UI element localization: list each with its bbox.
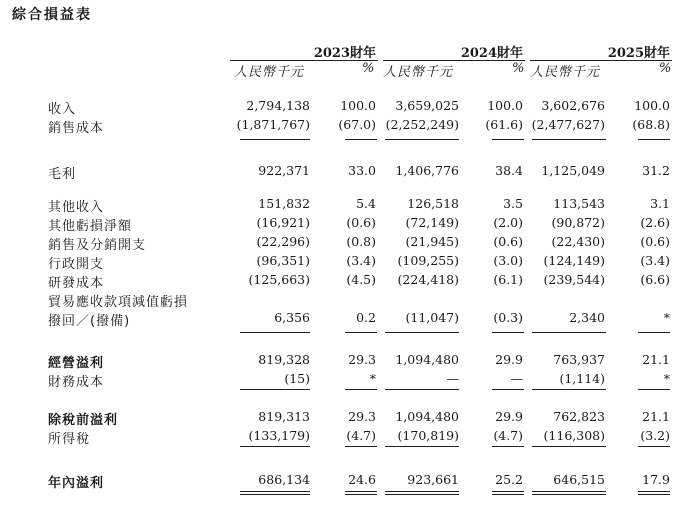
table-cell: (239,544) [543, 272, 605, 287]
table-cell: 38.4 [495, 163, 523, 178]
rule-finance-1 [240, 389, 310, 390]
table-cell: 100.0 [487, 98, 523, 113]
row-label: 行政開支 [48, 257, 105, 272]
table-cell: (3.4) [640, 253, 670, 268]
table-cell: — [510, 371, 523, 386]
table-cell: (109,255) [397, 253, 459, 268]
table-cell: 2,340 [569, 310, 605, 325]
unit-label-2025: 人民幣千元 [530, 65, 601, 80]
rule-finance-2 [345, 389, 377, 390]
table-cell: 25.2 [495, 472, 523, 487]
pct-label-2024: % [512, 61, 526, 76]
unit-label-2023: 人民幣千元 [234, 65, 305, 80]
rule-net-5a [532, 491, 606, 492]
table-cell: (1,114) [559, 371, 605, 386]
table-row [0, 472, 700, 490]
row-label: 其他收入 [48, 200, 105, 215]
rule-net-3b [385, 494, 459, 495]
rule-tax-5 [532, 446, 606, 447]
rule-net-1b [240, 494, 310, 495]
rule-cogs-2 [345, 139, 377, 140]
rule-impair-5 [532, 332, 606, 333]
table-cell: 922,371 [258, 163, 310, 178]
table-row [0, 117, 700, 135]
table-cell: 923,661 [407, 472, 459, 487]
statement-title: 綜合損益表 [12, 7, 92, 23]
row-label: 財務成本 [48, 375, 105, 390]
table-cell: 21.1 [642, 352, 670, 367]
table-row [0, 428, 700, 446]
table-cell: (0.3) [493, 310, 523, 325]
row-label: 所得稅 [48, 432, 91, 447]
table-row [0, 409, 700, 427]
table-cell: 1,094,480 [395, 352, 459, 367]
rule-impair-4 [492, 332, 524, 333]
table-cell: (2.6) [640, 215, 670, 230]
table-cell: 21.1 [642, 409, 670, 424]
table-cell: (3.2) [640, 428, 670, 443]
rule-net-6a [638, 491, 670, 492]
rule-finance-4 [492, 389, 524, 390]
table-cell: 29.3 [348, 352, 376, 367]
table-row [0, 234, 700, 252]
rule-cogs-3 [385, 139, 459, 140]
table-cell: (61.6) [485, 117, 523, 132]
table-cell: — [446, 371, 459, 386]
row-label: 毛利 [48, 167, 77, 182]
table-cell: (124,149) [543, 253, 605, 268]
table-cell: 113,543 [553, 196, 605, 211]
table-cell: 819,313 [258, 409, 310, 424]
table-cell: (2,252,249) [385, 117, 459, 132]
pct-label-2023: % [362, 61, 376, 76]
table-cell: 3,659,025 [395, 98, 459, 113]
table-row [0, 352, 700, 370]
rule-net-3a [385, 491, 459, 492]
table-cell: (21,945) [405, 234, 459, 249]
table-cell: 3,602,676 [541, 98, 605, 113]
rule-finance-5 [532, 389, 606, 390]
table-cell: 3.1 [650, 196, 670, 211]
table-cell: (72,149) [405, 215, 459, 230]
table-cell: (0.8) [346, 234, 376, 249]
row-label: 撥回／(撥備) [48, 314, 131, 329]
table-cell: (1,871,767) [236, 117, 310, 132]
table-cell: (6.1) [493, 272, 523, 287]
table-cell: 6,356 [274, 310, 310, 325]
rule-cogs-4 [492, 139, 524, 140]
table-cell: (11,047) [405, 310, 459, 325]
table-cell: (3.4) [346, 253, 376, 268]
rule-cogs-6 [638, 139, 670, 140]
row-label: 除稅前溢利 [48, 413, 119, 428]
rule-impair-6 [638, 332, 670, 333]
table-cell: 819,328 [258, 352, 310, 367]
table-row [0, 253, 700, 271]
table-cell: (96,351) [256, 253, 310, 268]
rule-finance-3 [385, 389, 459, 390]
rule-net-4b [492, 494, 524, 495]
rule-tax-1 [240, 446, 310, 447]
table-cell: 100.0 [340, 98, 376, 113]
table-cell: (67.0) [338, 117, 376, 132]
row-label: 銷售及分銷開支 [48, 238, 147, 253]
row-label: 其他虧損淨額 [48, 219, 133, 234]
table-cell: 2,794,138 [246, 98, 310, 113]
table-row [0, 215, 700, 233]
rule-tax-6 [638, 446, 670, 447]
table-cell: 151,832 [258, 196, 310, 211]
table-cell: 763,937 [553, 352, 605, 367]
table-row [0, 371, 700, 389]
table-cell: 31.2 [642, 163, 670, 178]
row-label: 年內溢利 [48, 476, 105, 491]
table-cell: (22,296) [256, 234, 310, 249]
row-label: 研發成本 [48, 276, 105, 291]
table-cell: (4.7) [346, 428, 376, 443]
table-cell: * [369, 371, 376, 386]
table-cell: (116,308) [543, 428, 605, 443]
year-header-2024: 2024財年 [460, 46, 523, 61]
table-cell: (224,418) [397, 272, 459, 287]
table-cell: 0.2 [356, 310, 376, 325]
table-cell: * [663, 310, 670, 325]
table-cell: (133,179) [248, 428, 310, 443]
table-cell: (22,430) [551, 234, 605, 249]
table-cell: 1,125,049 [541, 163, 605, 178]
table-cell: * [663, 371, 670, 386]
table-cell: (125,663) [248, 272, 310, 287]
rule-net-4a [492, 491, 524, 492]
rule-tax-2 [345, 446, 377, 447]
table-cell: (170,819) [397, 428, 459, 443]
table-cell: (90,872) [551, 215, 605, 230]
table-cell: (4.7) [493, 428, 523, 443]
table-cell: (68.8) [632, 117, 670, 132]
rule-tax-3 [385, 446, 459, 447]
table-cell: (4.5) [346, 272, 376, 287]
table-cell: 1,094,480 [395, 409, 459, 424]
table-cell: 5.4 [356, 196, 376, 211]
table-cell: 17.9 [642, 472, 670, 487]
table-cell: (16,921) [256, 215, 310, 230]
rule-impair-2 [345, 332, 377, 333]
table-cell: (2,477,627) [531, 117, 605, 132]
table-cell: (3.0) [493, 253, 523, 268]
table-cell: (0.6) [346, 215, 376, 230]
table-cell: 100.0 [634, 98, 670, 113]
row-label: 收入 [48, 102, 77, 117]
row-label: 經營溢利 [48, 356, 105, 371]
rule-net-5b [532, 494, 606, 495]
rule-finance-6 [638, 389, 670, 390]
table-cell: 33.0 [348, 163, 376, 178]
table-cell: 126,518 [407, 196, 459, 211]
rule-net-2b [345, 494, 377, 495]
rule-net-6b [638, 494, 670, 495]
table-cell: 1,406,776 [395, 163, 459, 178]
table-cell: (0.6) [493, 234, 523, 249]
table-cell: 29.3 [348, 409, 376, 424]
year-header-2023: 2023財年 [313, 46, 376, 61]
rule-tax-4 [492, 446, 524, 447]
table-cell: 29.9 [495, 409, 523, 424]
row-label: 銷售成本 [48, 121, 105, 136]
table-cell: 24.6 [348, 472, 376, 487]
rule-cogs-1 [240, 139, 310, 140]
table-row [0, 272, 700, 290]
year-header-2025: 2025財年 [607, 46, 670, 61]
rule-impair-1 [240, 332, 310, 333]
table-cell: 29.9 [495, 352, 523, 367]
table-cell: 3.5 [503, 196, 523, 211]
table-cell: (0.6) [640, 234, 670, 249]
table-row [0, 291, 700, 309]
rule-cogs-5 [532, 139, 606, 140]
table-cell: 686,134 [258, 472, 310, 487]
table-cell: 646,515 [553, 472, 605, 487]
rule-net-1a [240, 491, 310, 492]
rule-net-2a [345, 491, 377, 492]
table-row [0, 196, 700, 214]
table-cell: (2.0) [493, 215, 523, 230]
table-row [0, 163, 700, 181]
unit-label-2024: 人民幣千元 [383, 65, 454, 80]
pct-label-2025: % [659, 61, 673, 76]
table-row [0, 98, 700, 116]
table-cell: (15) [284, 371, 310, 386]
table-cell: (6.6) [640, 272, 670, 287]
row-label: 貿易應收款項減值虧損 [48, 295, 189, 310]
table-cell: 762,823 [553, 409, 605, 424]
rule-impair-3 [385, 332, 459, 333]
table-row [0, 310, 700, 328]
